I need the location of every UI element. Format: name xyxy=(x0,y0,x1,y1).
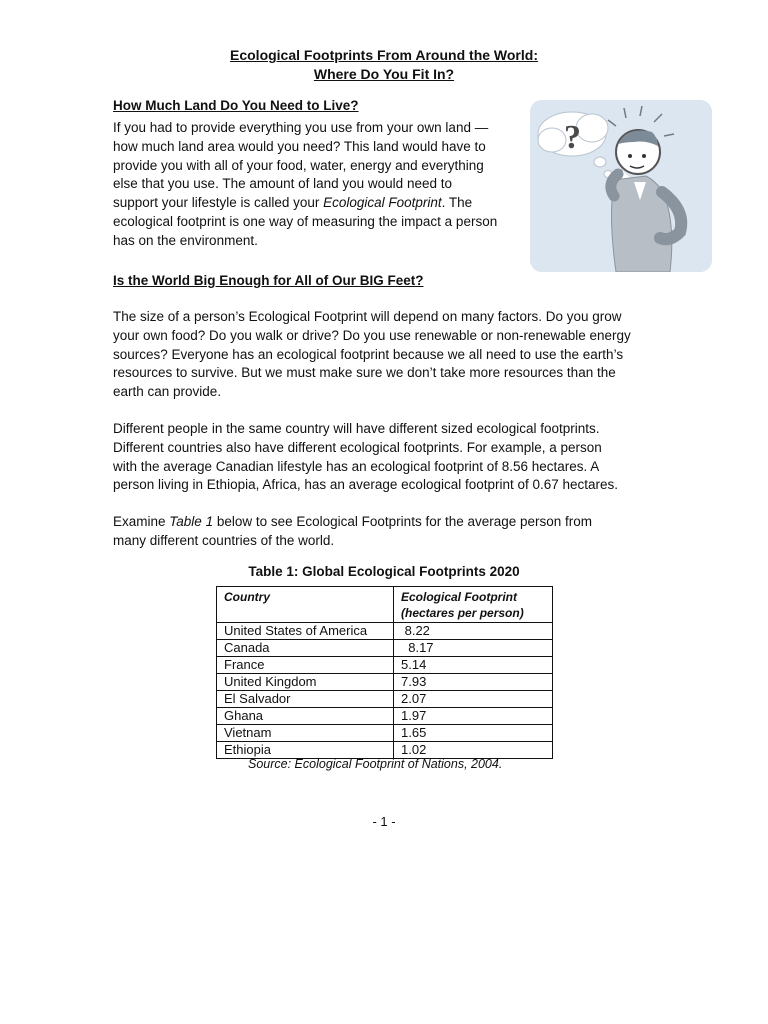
para3-line-2: many different countries of the world. xyxy=(113,532,335,548)
value-cell: 7.93 xyxy=(394,674,553,691)
para1-line-5: earth can provide. xyxy=(113,384,222,400)
country-cell: Ethiopia xyxy=(217,742,394,759)
para1-line-1: The size of a person’s Ecological Footprint will depend on many factors. Do you grow xyxy=(113,309,622,324)
value-cell: 8.22 xyxy=(394,623,553,640)
section1-heading: How Much Land Do You Need to Live? xyxy=(113,98,359,113)
page-title xyxy=(0,46,768,84)
value-cell: 1.02 xyxy=(394,742,553,759)
page-number: - 1 - xyxy=(372,814,396,829)
table-row xyxy=(217,657,553,674)
table-row xyxy=(217,691,553,708)
country-cell: Vietnam xyxy=(217,725,394,742)
svg-text:?: ? xyxy=(564,119,581,156)
footprints-table xyxy=(216,586,553,759)
value-cell: 1.97 xyxy=(394,708,553,725)
para2-line-4: person living in Ethiopia, Africa, has an average ecological footprint of 0.67 hectares. xyxy=(113,477,619,493)
para3-line-1 xyxy=(113,513,592,532)
table-row xyxy=(217,725,553,742)
term-ecological-footprint: Ecological Footprint xyxy=(323,195,442,211)
section1-line-4: else that you use. The amount of land you would need to xyxy=(113,176,452,192)
text-run: below to see Ecological Footprints for the average person from xyxy=(213,514,593,529)
header-footprint-line-2: (hectares per person) xyxy=(401,606,524,620)
section1-line-5 xyxy=(113,194,497,213)
value-cell: 8.17 xyxy=(394,640,553,657)
section2-paragraph-2 xyxy=(113,420,618,495)
para1-line-3: sources? Everyone has an ecological footprint because we all need to use the earth’s xyxy=(113,346,624,362)
para1-line-2: your own food? Do you walk or drive? Do you use renewable or non-renewable energy xyxy=(113,327,631,343)
section2-paragraph-3 xyxy=(113,513,592,551)
table-source: Source: Ecological Footprint of Nations, 2004. xyxy=(248,757,503,771)
table-row xyxy=(217,674,553,691)
text-run: Examine xyxy=(113,514,170,529)
table-row xyxy=(217,708,553,725)
section1-line-6: ecological footprint is one way of measuring the impact a person xyxy=(113,213,498,229)
header-footprint-line-1: Ecological Footprint xyxy=(401,590,517,604)
section1-paragraph xyxy=(113,119,497,251)
country-cell: El Salvador xyxy=(217,691,394,708)
country-cell: Canada xyxy=(217,640,394,657)
section2-heading: Is the World Big Enough for All of Our BIG Feet? xyxy=(113,273,424,288)
country-cell: United States of America xyxy=(217,623,394,640)
text-run: . The xyxy=(441,195,473,211)
para2-line-3: with the average Canadian lifestyle has an ecological footprint of 8.56 hectares. A xyxy=(113,458,600,474)
section1-line-2: how much land area would you need? This land would have to xyxy=(113,138,486,154)
value-cell: 2.07 xyxy=(394,691,553,708)
text-run: support your lifestyle is called your xyxy=(113,195,324,211)
table-row xyxy=(217,640,553,657)
table-reference: Table 1 xyxy=(169,514,214,529)
para2-line-2: Different countries also have different ecological footprints. For example, a person xyxy=(113,439,602,455)
title-line-2: Where Do You Fit In? xyxy=(313,66,455,82)
section2-paragraph-1 xyxy=(113,308,631,402)
section1-line-7: has on the environment. xyxy=(113,232,258,248)
header-footprint xyxy=(394,587,553,623)
section1-line-1: If you had to provide everything you use from your own land — xyxy=(113,120,489,135)
table-row xyxy=(217,623,553,640)
title-line-1: Ecological Footprints From Around the World: xyxy=(230,47,538,63)
table-caption: Table 1: Global Ecological Footprints 2020 xyxy=(248,564,520,579)
country-cell: Ghana xyxy=(217,708,394,725)
table-row xyxy=(217,742,553,759)
country-cell: United Kingdom xyxy=(217,674,394,691)
para2-line-1: Different people in the same country will have different sized ecological footprints. xyxy=(113,421,600,436)
para1-line-4: resources to survive. But we must make sure we don’t take more resources than the xyxy=(113,365,616,381)
section1-line-3: provide you with all of your food, water, energy and everything xyxy=(113,157,484,173)
value-cell: 1.65 xyxy=(394,725,553,742)
country-cell: France xyxy=(217,657,394,674)
header-country: Country xyxy=(217,587,394,623)
value-cell: 5.14 xyxy=(394,657,553,674)
thinking-person-icon xyxy=(530,100,712,272)
table-header-row xyxy=(217,587,553,623)
